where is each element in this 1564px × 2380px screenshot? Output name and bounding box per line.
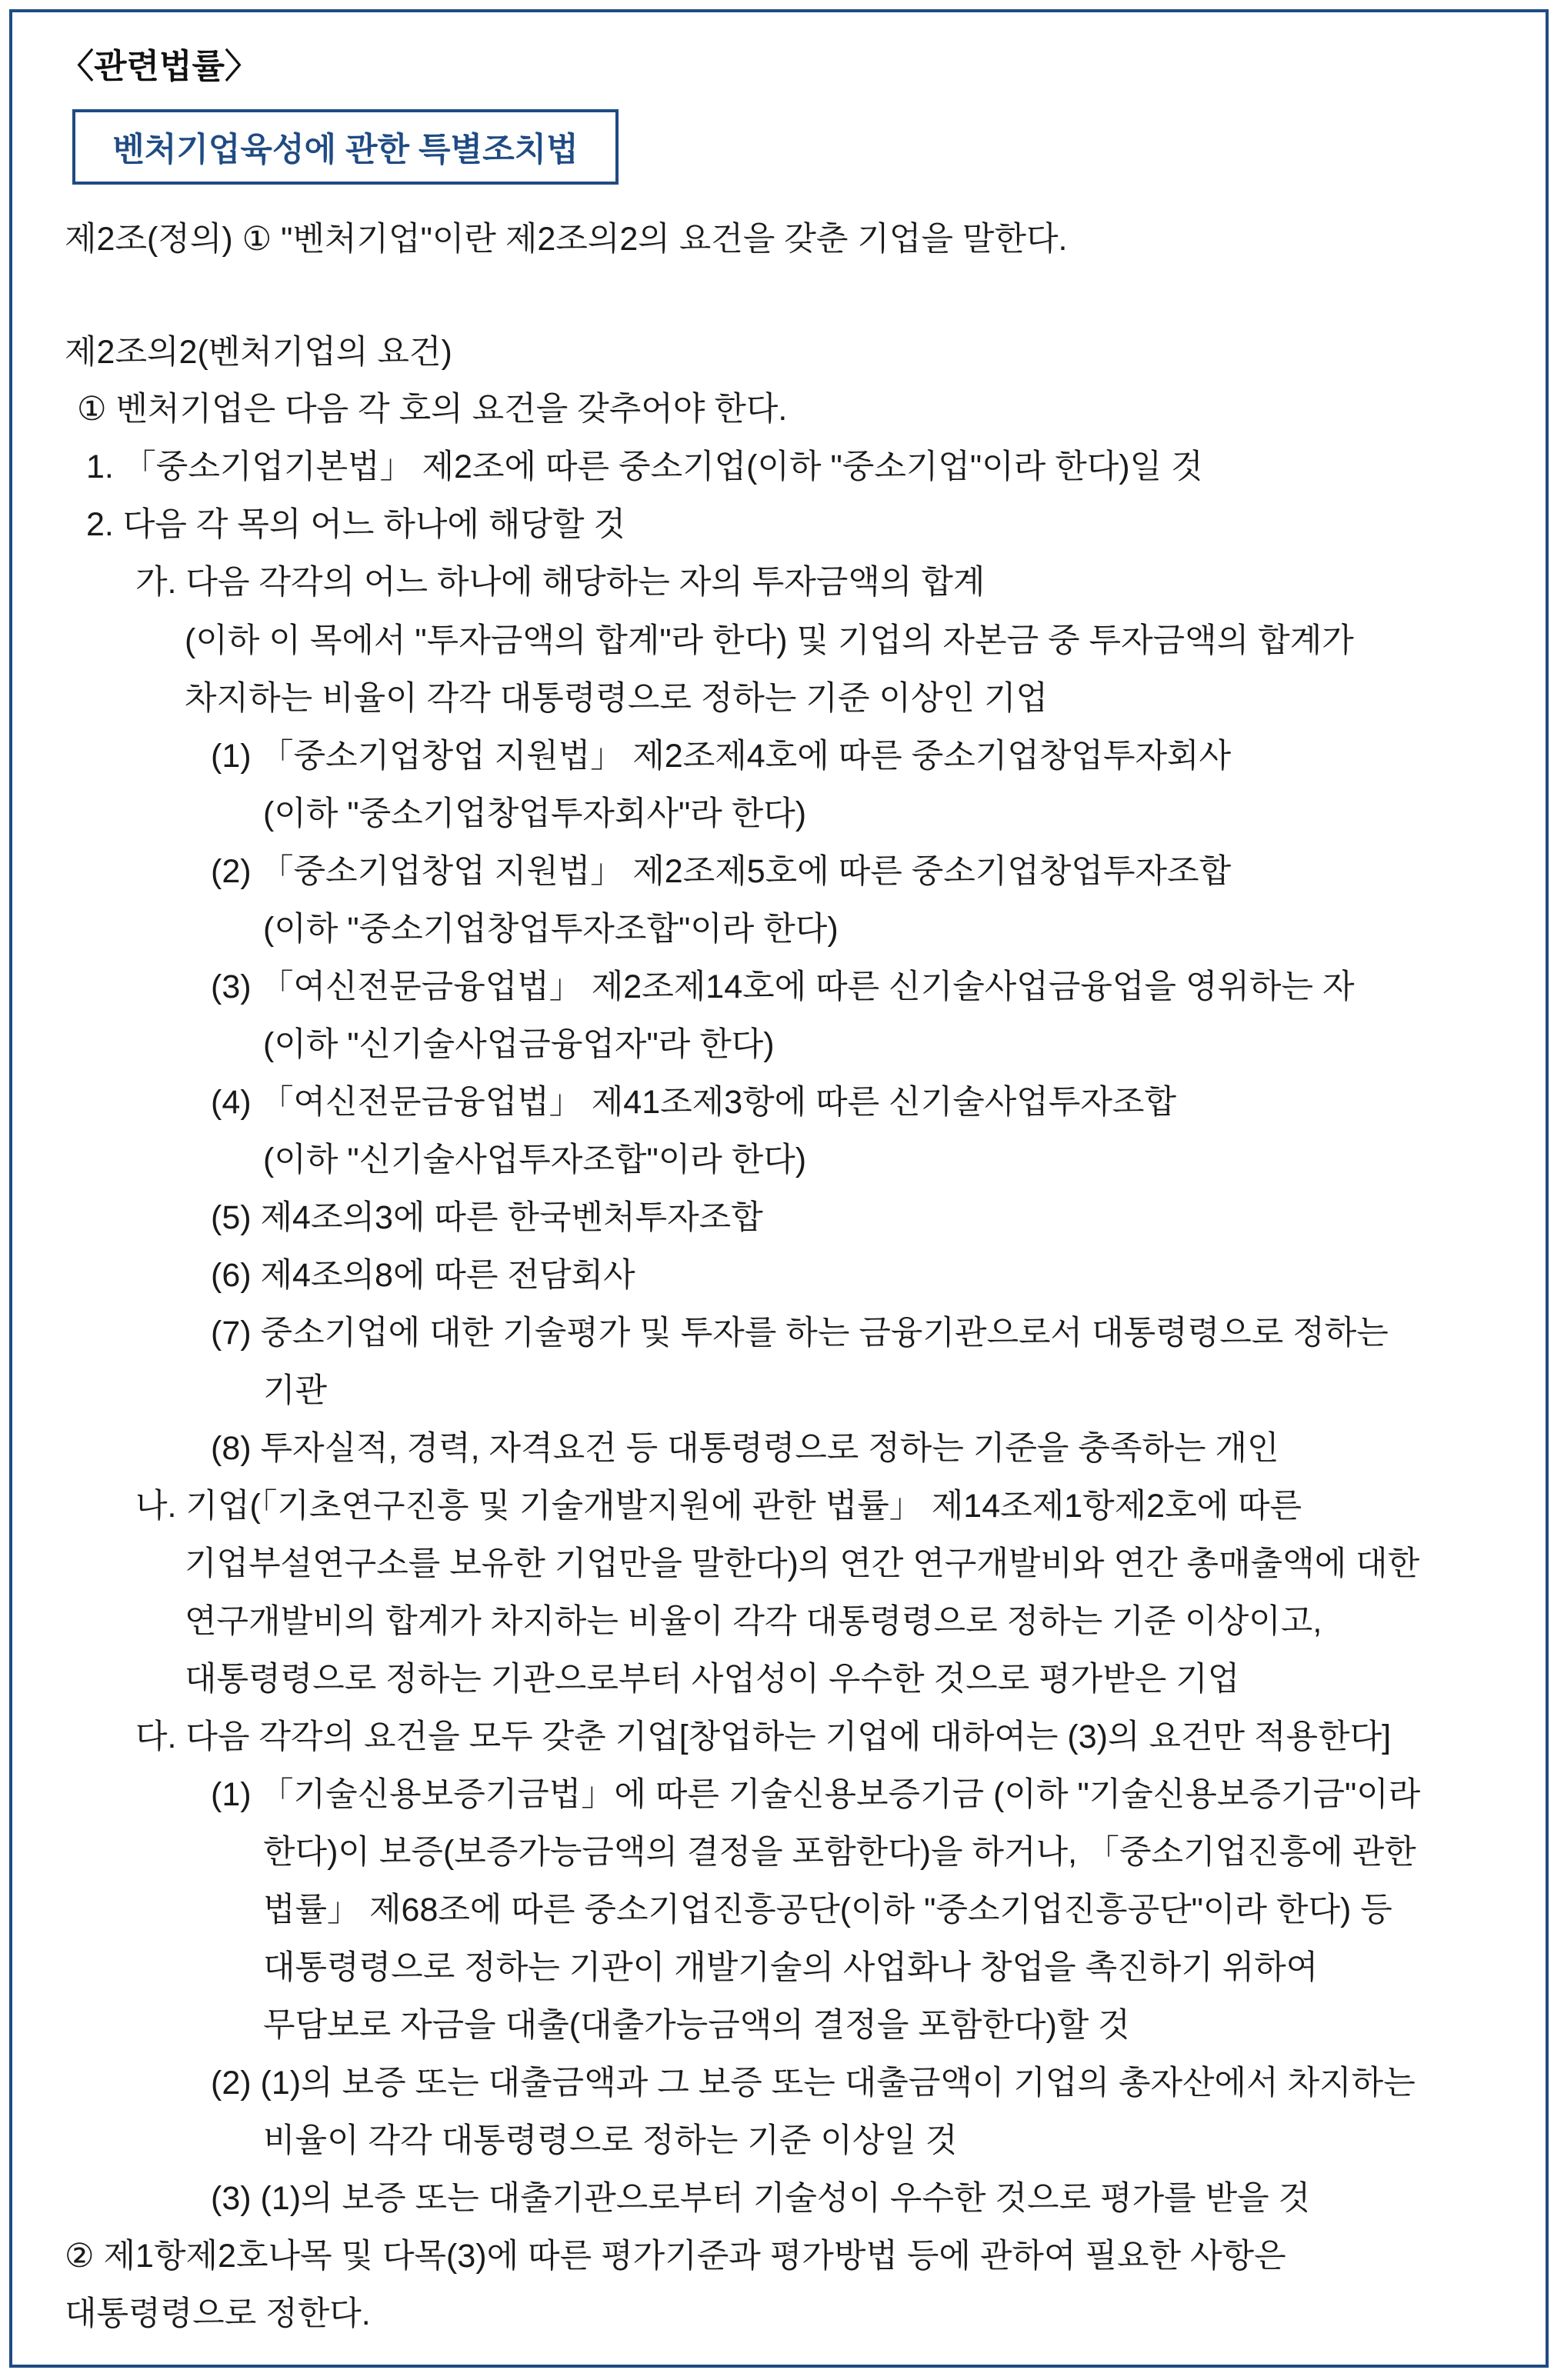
subitem-na-continued: 대통령령으로 정하는 기관으로부터 사업성이 우수한 것으로 평가받은 기업 [185, 1661, 1240, 1698]
subitem-na-continued: 연구개발비의 합계가 차지하는 비율이 각각 대통령령으로 정하는 기준 이상이고, [185, 1603, 1322, 1640]
clause-ga-7: (7) 중소기업에 대한 기술평가 및 투자를 하는 금융기관으로서 대통령령으로 정하는 [211, 1315, 1389, 1352]
article-2-2-heading: 제2조의2(벤처기업의 요건) [65, 334, 452, 371]
clause-ga-4-continued: (이하 "신기술사업투자조합"이라 한다) [263, 1142, 807, 1178]
clause-ga-5: (5) 제4조의3에 따른 한국벤처투자조합 [211, 1199, 763, 1236]
paragraph-1: ① 벤처기업은 다음 각 호의 요건을 갖추어야 한다. [77, 391, 788, 428]
clause-da-1: (1) 「기술신용보증기금법」에 따른 기술신용보증기금 (이하 "기술신용보증기금"이라 [211, 1776, 1421, 1813]
law-title: 벤처기업육성에 관한 특별조치법 [112, 131, 579, 168]
subitem-na: 나. 기업(「기초연구진흥 및 기술개발지원에 관한 법률」 제14조제1항제2호에 따른 [135, 1488, 1302, 1525]
subitem-ga-continued: (이하 이 목에서 "투자금액의 합계"라 한다) 및 기업의 자본금 중 투자금액의 합계가 [185, 622, 1354, 659]
clause-ga-2-continued: (이하 "중소기업창업투자조합"이라 한다) [263, 911, 839, 948]
clause-ga-8: (8) 투자실적, 경력, 자격요건 등 대통령령으로 정하는 기준을 충족하는 개인 [211, 1430, 1279, 1467]
item-2: 2. 다음 각 목의 어느 하나에 해당할 것 [86, 506, 626, 543]
clause-da-1-continued: 무담보로 자금을 대출(대출가능금액의 결정을 포함한다)할 것 [263, 2007, 1130, 2044]
paragraph-2: ② 제1항제2호나목 및 다목(3)에 따른 평가기준과 평가방법 등에 관하여 필요한 사항은 [65, 2238, 1286, 2275]
clause-da-2-continued: 비율이 각각 대통령령으로 정하는 기준 이상일 것 [263, 2122, 958, 2159]
clause-da-1-continued: 대통령령으로 정하는 기관이 개발기술의 사업화나 창업을 촉진하기 위하여 [263, 1949, 1319, 1986]
subitem-ga-continued: 차지하는 비율이 각각 대통령령으로 정하는 기준 이상인 기업 [185, 680, 1049, 717]
clause-da-3: (3) (1)의 보증 또는 대출기관으로부터 기술성이 우수한 것으로 평가를 받을 것 [211, 2180, 1311, 2217]
clause-ga-3-continued: (이하 "신기술사업금융업자"라 한다) [263, 1026, 775, 1063]
paragraph-2-continued: 대통령령으로 정한다. [65, 2295, 371, 2332]
clause-da-2: (2) (1)의 보증 또는 대출금액과 그 보증 또는 대출금액이 기업의 총자산에서 차지하는 [211, 2065, 1416, 2102]
subitem-ga: 가. 다음 각각의 어느 하나에 해당하는 자의 투자금액의 합계 [135, 564, 985, 601]
clause-ga-1: (1) 「중소기업창업 지원법」 제2조제4호에 따른 중소기업창업투자회사 [211, 738, 1232, 775]
law-title-box [72, 109, 619, 185]
clause-ga-3: (3) 「여신전문금융업법」 제2조제14호에 따른 신기술사업금융업을 영위하는 자 [211, 968, 1355, 1005]
section-label: 〈관련법률〉 [60, 48, 259, 85]
clause-da-1-continued: 한다)이 보증(보증가능금액의 결정을 포함한다)을 하거나, 「중소기업진흥에 관한 [263, 1834, 1416, 1871]
clause-ga-6: (6) 제4조의8에 따른 전담회사 [211, 1257, 635, 1294]
item-1: 1. 「중소기업기본법」 제2조에 따른 중소기업(이하 "중소기업"이라 한다)일 것 [86, 448, 1203, 485]
clause-ga-2: (2) 「중소기업창업 지원법」 제2조제5호에 따른 중소기업창업투자조합 [211, 853, 1232, 890]
clause-ga-4: (4) 「여신전문금융업법」 제41조제3항에 따른 신기술사업투자조합 [211, 1084, 1176, 1121]
subitem-da: 다. 다음 각각의 요건을 모두 갖춘 기업[창업하는 기업에 대하여는 (3)의 요건만 적용한다] [135, 1718, 1392, 1755]
clause-ga-7-continued: 기관 [263, 1372, 328, 1409]
subitem-na-continued: 기업부설연구소를 보유한 기업만을 말한다)의 연간 연구개발비와 연간 총매출액에 대한 [185, 1545, 1420, 1582]
clause-da-1-continued: 법률」 제68조에 따른 중소기업진흥공단(이하 "중소기업진흥공단"이라 한다) 등 [263, 1892, 1392, 1928]
article-2-definition: 제2조(정의) ① "벤처기업"이란 제2조의2의 요건을 갖춘 기업을 말한다. [65, 221, 1068, 258]
clause-ga-1-continued: (이하 "중소기업창업투자회사"라 한다) [263, 795, 807, 832]
